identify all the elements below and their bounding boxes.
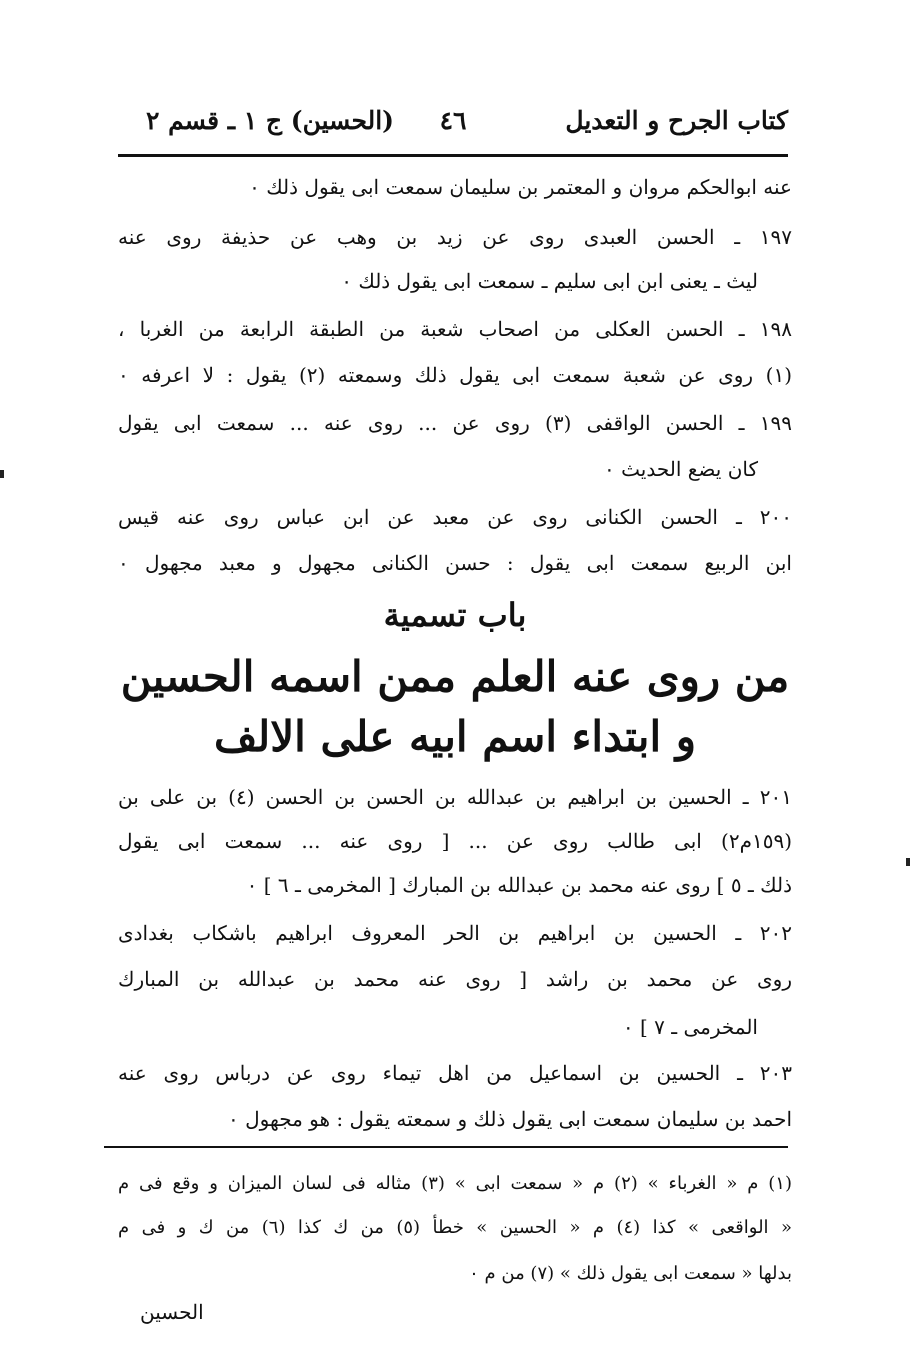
- margin-mark: [906, 858, 910, 866]
- entry-198: ١٩٨ ـ الحسن العكلى من اصحاب شعبة من الطبقة الرابعة من الغربا ،: [118, 317, 792, 341]
- entry-202: ٢٠٢ ـ الحسين بن ابراهيم بن الحر المعروف ابراهيم باشكاب بغدادى: [118, 921, 792, 945]
- text-line: روى عن محمد بن راشد [ روى عنه محمد بن عبدالله بن المبارك: [118, 967, 792, 991]
- footnote-rule: [104, 1146, 788, 1148]
- catchword: الحسين: [140, 1300, 204, 1324]
- entry-199: ١٩٩ ـ الحسن الواقفى (٣) روى عن ... روى عنه ... سمعت ابى يقول: [118, 411, 793, 435]
- text-line: ابن الربيع سمعت ابى يقول : حسن الكنانى مجهول و معبد مجهول ٠: [118, 551, 792, 575]
- text-line: (١) روى عن شعبة سمعت ابى يقول ذلك وسمعته (٢) يقول : لا اعرفه ٠: [118, 363, 792, 387]
- text-line: المخرمى ـ ٧ ] ٠: [622, 1015, 758, 1039]
- chapter-heading-line-3: و ابتداء اسم ابيه على الالف: [213, 712, 697, 761]
- page-number: ٤٦: [439, 106, 467, 135]
- header-rule: [118, 154, 788, 157]
- footnote-line: (١) م « الغرباء » (٢) م « سمعت ابى » (٣) مثاله فى لسان الميزان و وقع فى م: [118, 1173, 792, 1194]
- section-label: (الحسين) ج ١ ـ قسم ٢: [146, 106, 394, 135]
- entry-201: ٢٠١ ـ الحسين بن ابراهيم بن عبدالله بن الحسن بن الحسن (٤) بن على بن: [118, 785, 792, 809]
- entry-197: ١٩٧ ـ الحسن العبدى روى عن زيد بن وهب عن حذيفة روى عنه: [118, 225, 792, 249]
- footnote-line: « الواقعى » كذا (٤) م « الحسين » خطأ (٥) من ك كذا (٦) من ك و فى م: [118, 1217, 792, 1238]
- book-title: كتاب الجرح و التعديل: [565, 106, 788, 135]
- chapter-heading-line-1: باب تسمية: [383, 596, 527, 634]
- text-line: (١٥٩م٢) ابى طالب روى عن ... [ روى عنه ... سمعت ابى يقول: [118, 829, 792, 853]
- chapter-heading-line-2: من روى عنه العلم ممن اسمه الحسين: [120, 652, 790, 701]
- footnote-line: بدلها « سمعت ابى يقول ذلك » (٧) من م ٠: [469, 1263, 792, 1284]
- entry-203: ٢٠٣ ـ الحسين بن اسماعيل من اهل تيماء روى عن درباس روى عنه: [118, 1061, 792, 1085]
- page-header: [118, 100, 788, 150]
- text-line: عنه ابوالحكم مروان و المعتمر بن سليمان سمعت ابى يقول ذلك ٠: [249, 175, 792, 199]
- entry-200: ٢٠٠ ـ الحسن الكنانى روى عن معبد عن ابن عباس روى عنه قيس: [118, 505, 792, 529]
- text-line: احمد بن سليمان سمعت ابى يقول ذلك و سمعته يقول : هو مجهول ٠: [228, 1107, 792, 1131]
- margin-mark: [0, 470, 4, 478]
- text-line: كان يضع الحديث ٠: [604, 457, 758, 481]
- text-line: ذلك ـ ٥ ] روى عنه محمد بن عبدالله بن المبارك [ المخرمى ـ ٦ ] ٠: [246, 873, 792, 897]
- text-line: ليث ـ يعنى ابن ابى سليم ـ سمعت ابى يقول ذلك ٠: [341, 269, 758, 293]
